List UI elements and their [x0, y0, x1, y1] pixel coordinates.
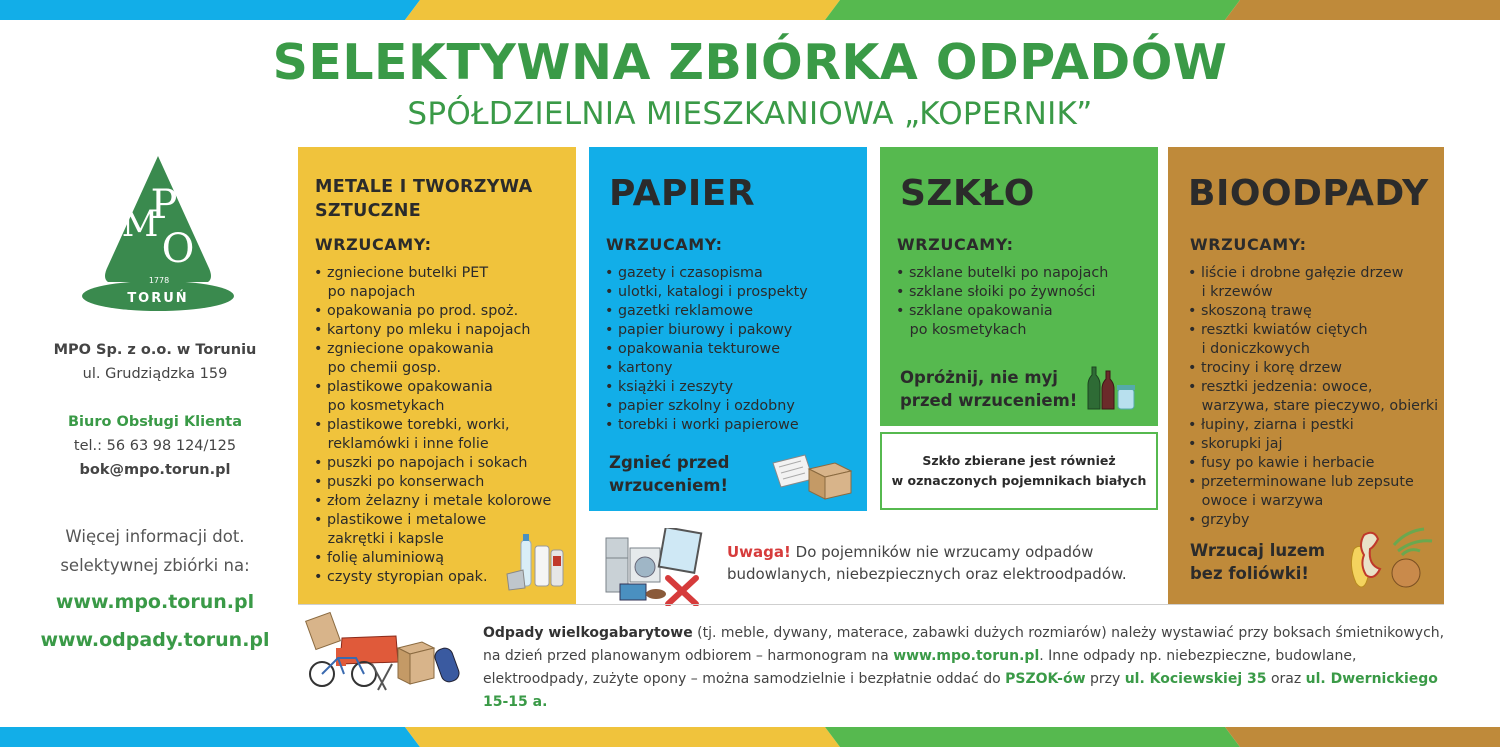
- glass-bottles-icon: [1086, 361, 1138, 411]
- panel-note: [1190, 539, 1325, 585]
- warning-notice: [727, 541, 1147, 585]
- glass-extra-line1: Szkło zbierane jest również: [922, 453, 1116, 468]
- list-item: • gazetki reklamowe: [605, 303, 754, 319]
- electro-waste-icon: [600, 528, 720, 606]
- list-item: • plastikowe opakowania: [314, 379, 493, 395]
- panel-subtitle: WRZUCAMY:: [606, 235, 723, 254]
- note-line2: wrzuceniem!: [609, 476, 729, 495]
- list-item: po chemii gosp.: [314, 360, 442, 376]
- list-item: warzywa, stare pieczywo, obierki: [1188, 398, 1439, 414]
- more-info-line1: Więcej informacji dot.: [65, 527, 245, 546]
- list-item: • plastikowe torebki, worki,: [314, 417, 510, 433]
- svg-text:P: P: [150, 182, 178, 228]
- list-item: • zgniecione butelki PET: [314, 265, 489, 281]
- top-color-stripe: [0, 0, 1500, 20]
- panel-title-line1: METALE I TWORZYWA: [315, 177, 533, 197]
- warning-label: Uwaga!: [727, 543, 791, 561]
- more-info-line2: selektywnej zbiórki na:: [60, 556, 250, 575]
- bulky-text2: . Inne odpady np. niebezpieczne, budowlane, elektroodpady, zużyte opony – można samodzielnie i bezpłatnie oddać do: [483, 648, 1357, 687]
- panel-subtitle: WRZUCAMY:: [897, 235, 1014, 254]
- glass-extra-line2: w oznaczonych pojemnikach białych: [891, 473, 1147, 488]
- list-item: • opakowania po prod. spoż.: [314, 303, 519, 319]
- panel-note: [609, 451, 729, 497]
- bulky-waste-info: [483, 622, 1463, 714]
- plastic-bottles-icon: [503, 532, 573, 594]
- list-item: • skoszoną trawę: [1188, 303, 1312, 319]
- customer-office: [30, 410, 280, 482]
- company-info: [30, 338, 280, 386]
- list-item: • grzyby: [1188, 512, 1250, 528]
- office-email[interactable]: bok@mpo.torun.pl: [79, 462, 231, 478]
- note-line1: Opróżnij, nie myj: [900, 368, 1058, 387]
- list-item: • łupiny, ziarna i pestki: [1188, 417, 1354, 433]
- panel-title: BIOODPADY: [1188, 173, 1429, 214]
- list-item: po kosmetykach: [896, 322, 1027, 338]
- list-item: • resztki jedzenia: owoce,: [1188, 379, 1373, 395]
- panel-subtitle: WRZUCAMY:: [1190, 235, 1307, 254]
- bulky-text1: (tj. meble, dywany, materace, zabawki dużych rozmiarów) należy wystawiać przy boksach śmietnikowych, na dzień przed planowanym odbiorem – harmonogram na: [483, 625, 1445, 664]
- website-link-1[interactable]: www.mpo.torun.pl: [55, 591, 255, 613]
- list-item: reklamówki i inne folie: [314, 436, 489, 452]
- note-line2: bez foliówki!: [1190, 564, 1309, 583]
- list-item: i krzewów: [1188, 284, 1273, 300]
- list-item: • przeterminowane lub zepsute: [1188, 474, 1414, 490]
- panel-title: SZKŁO: [900, 173, 1035, 214]
- panel-paper: [589, 147, 867, 511]
- note-line1: Zgnieć przed: [609, 453, 730, 472]
- panel-subtitle: WRZUCAMY:: [315, 235, 432, 254]
- list-item: zakrętki i kapsle: [314, 531, 444, 547]
- more-info: [30, 522, 280, 580]
- bulky-text3: przy: [1085, 671, 1125, 687]
- list-item: • gazety i czasopisma: [605, 265, 763, 281]
- list-item: • puszki po konserwach: [314, 474, 485, 490]
- svg-text:O: O: [161, 226, 195, 272]
- pszok-address-1: ul. Kociewskiej 35: [1124, 671, 1267, 687]
- glass-extra-info: [880, 432, 1158, 510]
- paper-box-icon: [771, 449, 853, 501]
- bulky-link[interactable]: www.mpo.torun.pl: [893, 648, 1040, 664]
- list-item: • złom żelazny i metale kolorowe: [314, 493, 552, 509]
- list-item: • fusy po kawie i herbacie: [1188, 455, 1375, 471]
- bulky-text4: oraz: [1266, 671, 1306, 687]
- list-item: • folię aluminiową: [314, 550, 444, 566]
- panel-note: [900, 366, 1077, 412]
- bulky-waste-icon: [302, 608, 470, 692]
- list-item: • ulotki, katalogi i prospekty: [605, 284, 808, 300]
- list-item: po kosmetykach: [314, 398, 445, 414]
- list-item: • liście i drobne gałęzie drzew: [1188, 265, 1404, 281]
- list-item: • papier szkolny i ozdobny: [605, 398, 795, 414]
- list-item: • skorupki jaj: [1188, 436, 1283, 452]
- panel-glass: [880, 147, 1158, 426]
- note-line1: Wrzucaj luzem: [1190, 541, 1326, 560]
- logo-year: 1778: [148, 276, 170, 285]
- panel-title: PAPIER: [609, 173, 756, 214]
- list-item: • kartony: [605, 360, 673, 376]
- company-name: MPO Sp. z o.o. w Toruniu: [53, 342, 257, 358]
- bottom-color-stripe: [0, 727, 1500, 747]
- page-title: SELEKTYWNA ZBIÓRKA ODPADÓW: [272, 34, 1228, 91]
- list-item: po napojach: [314, 284, 416, 300]
- page-subtitle: SPÓŁDZIELNIA MIESZKANIOWA „KOPERNIK”: [407, 96, 1093, 132]
- organic-waste-icon: [1344, 525, 1436, 595]
- company-address: ul. Grudziądzka 159: [82, 366, 228, 382]
- panel-metals-plastics: [298, 147, 576, 605]
- office-phone: tel.: 56 63 98 124/125: [73, 438, 237, 454]
- pszok-address-2: ul. Dwernickiego 15-15 a.: [483, 671, 1438, 710]
- logo-letters: M: [121, 204, 159, 245]
- item-list: [605, 264, 808, 435]
- panel-title-line2: SZTUCZNE: [315, 201, 421, 221]
- list-item: owoce i warzywa: [1188, 493, 1324, 509]
- website-link-2[interactable]: www.odpady.torun.pl: [40, 629, 270, 651]
- list-item: • szklane butelki po napojach: [896, 265, 1109, 281]
- panel-bio: [1168, 147, 1444, 605]
- list-item: • szklane opakowania: [896, 303, 1053, 319]
- bulky-label: Odpady wielkogabarytowe: [483, 625, 693, 641]
- item-list: [896, 264, 1108, 340]
- list-item: • resztki kwiatów ciętych: [1188, 322, 1368, 338]
- list-item: • szklane słoiki po żywności: [896, 284, 1096, 300]
- list-item: • plastikowe i metalowe: [314, 512, 487, 528]
- note-line2: przed wrzuceniem!: [900, 391, 1078, 410]
- panel-title: [315, 175, 565, 223]
- list-item: • puszki po napojach i sokach: [314, 455, 528, 471]
- item-list: [1188, 264, 1438, 530]
- list-item: • trociny i korę drzew: [1188, 360, 1342, 376]
- pszok-label: PSZOK-ów: [1005, 671, 1086, 687]
- mpo-logo: [80, 156, 236, 316]
- list-item: • książki i zeszyty: [605, 379, 734, 395]
- list-item: i doniczkowych: [1188, 341, 1310, 357]
- logo-city: TORUŃ: [127, 291, 189, 306]
- divider: [298, 604, 1444, 605]
- list-item: • opakowania tekturowe: [605, 341, 781, 357]
- list-item: • torebki i worki papierowe: [605, 417, 799, 433]
- warning-text: Do pojemników nie wrzucamy odpadów budowlanych, niebezpiecznych oraz elektroodpadów.: [727, 543, 1127, 583]
- office-label: Biuro Obsługi Klienta: [68, 414, 242, 430]
- list-item: • kartony po mleku i napojach: [314, 322, 531, 338]
- list-item: • zgniecione opakowania: [314, 341, 494, 357]
- list-item: • papier biurowy i pakowy: [605, 322, 793, 338]
- list-item: • czysty styropian opak.: [314, 569, 488, 585]
